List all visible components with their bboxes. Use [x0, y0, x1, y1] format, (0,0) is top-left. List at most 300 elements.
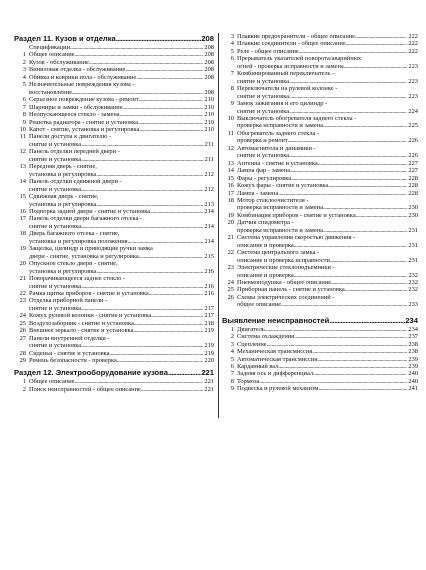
troubleshooting-heading [222, 315, 418, 326]
entry-page: 208 [204, 88, 214, 96]
entry-title: Схемы электрических соединений - [237, 293, 335, 301]
leader-dots [81, 141, 204, 148]
toc-entry [14, 312, 214, 319]
entry-number: 5 [230, 355, 234, 363]
entry-title: Панель отделки сдвижной двери - [29, 178, 122, 186]
entry-title: Отделка приборной панели - [29, 297, 108, 305]
section-11-title: Раздел 11. Кузов и отделка [14, 34, 116, 43]
entry-page: 211 [204, 140, 214, 148]
entry-page: 208 [204, 66, 214, 74]
toc-entry [222, 130, 418, 145]
entry-title: Поворачивающееся заднее стекло - [29, 275, 126, 283]
leader-dots [294, 272, 408, 279]
entry-title: установка и регулировка положения [29, 237, 128, 245]
leader-dots [331, 279, 407, 286]
entry-title: Передняя дверь - снятие, [29, 163, 97, 171]
entry-number: 13 [19, 163, 26, 171]
toc-entry [222, 145, 418, 160]
leader-dots [139, 96, 204, 103]
entry-number: 12 [227, 144, 234, 152]
entry-title: описание и проверка [237, 271, 294, 279]
entry-title: Комбинация приборов - снятие и установка [237, 211, 356, 219]
entry-page: 210 [204, 96, 214, 104]
leader-dots [278, 363, 407, 370]
toc-entry [14, 126, 214, 133]
entry-title: Дверь багажного отсека - снятие, [29, 230, 120, 238]
entry-page: 216 [204, 289, 214, 297]
entry-page: 223 [408, 62, 418, 70]
entry-number: 2 [22, 385, 26, 393]
entry-title: Плавкие соединители - общее описание [237, 40, 346, 48]
entry-page: 232 [408, 271, 418, 279]
leader-dots [278, 190, 407, 197]
toc-entry [14, 51, 214, 58]
entry-title: Механическая трансмиссия [237, 348, 313, 356]
leader-dots [291, 175, 407, 182]
entry-page: 227 [408, 167, 418, 175]
entry-number: 1 [22, 51, 26, 59]
entry-number: 5 [230, 47, 234, 55]
entry-title: Сдвижная дверь - снятие, [29, 193, 99, 201]
entry-page: 227 [408, 159, 418, 167]
entry-title: Автомагнитола и динамики - [237, 144, 316, 152]
spec-entry [14, 44, 214, 51]
entry-title: Пневмоподушка - общее описание [237, 278, 332, 286]
entry-title: снятие и установка [237, 77, 290, 85]
entry-number: 20 [227, 219, 234, 227]
entry-number: 26 [227, 293, 234, 301]
entry-number: 3 [230, 340, 234, 348]
entry-page: 230 [408, 211, 418, 219]
leader-dots [134, 320, 204, 327]
entry-number: 9 [230, 385, 234, 393]
entry-number: 10 [227, 114, 234, 122]
entry-page: 226 [408, 137, 418, 145]
leader-dots [81, 156, 204, 163]
toc-entry [14, 260, 214, 275]
leader-dots [265, 326, 408, 333]
entry-page: 212 [204, 185, 214, 193]
entry-title: Электрические стеклоподъемники - [237, 264, 335, 272]
leader-dots [120, 111, 204, 118]
toc-entry [222, 182, 418, 189]
entry-title: Сцепление [237, 340, 267, 348]
toc-right-column [222, 33, 418, 393]
entry-title: описание и проверка исправности [237, 256, 330, 264]
leader-dots [318, 160, 408, 167]
entry-title: снятие и установка [29, 155, 82, 163]
leader-dots [344, 63, 408, 70]
leader-dots [294, 242, 408, 249]
entry-title: Поиск неисправностей - общее описание [29, 385, 141, 393]
entry-page: 212 [204, 170, 214, 178]
troubleshooting-title: Выявление неисправностей [222, 315, 330, 325]
leader-dots [117, 357, 204, 364]
entry-title: снятие и установка [29, 304, 82, 312]
leader-dots [323, 204, 407, 211]
toc-entry [222, 175, 418, 182]
entry-number: 1 [230, 325, 234, 333]
toc-entry [14, 297, 214, 312]
entry-number: 14 [227, 167, 234, 175]
entry-number: 8 [230, 377, 234, 385]
toc-entry [222, 378, 418, 385]
entry-title: Лампа фар - замена [237, 167, 291, 175]
entry-title: общее описание [237, 301, 282, 309]
column-divider [218, 33, 219, 418]
entry-number: 15 [19, 193, 26, 201]
leader-dots [323, 227, 407, 234]
section-11-list [14, 51, 214, 364]
entry-number: 26 [19, 327, 26, 335]
entry-page: 208 [204, 51, 214, 59]
entry-page: 222 [408, 33, 418, 40]
entry-page: 223 [408, 92, 418, 100]
entry-page: 215 [204, 252, 214, 260]
leader-dots [89, 59, 204, 66]
entry-number: 9 [230, 100, 234, 108]
toc-entry [222, 48, 418, 55]
entry-title: снятие и установка [29, 282, 82, 290]
toc-entry [222, 264, 418, 279]
entry-title: Приборная панель - снятие и установка [237, 286, 345, 294]
entry-title: Система управления скоростью движения - [237, 234, 356, 242]
entry-title: Кожух рулевой колонки - снятие и установка [29, 312, 152, 320]
toc-entry [14, 208, 214, 215]
entry-title: Обогреватель заднего стекла - [237, 129, 320, 137]
toc-entry [222, 160, 418, 167]
leader-dots [289, 152, 407, 159]
toc-entry [14, 275, 214, 290]
toc-entry [222, 363, 418, 370]
entry-title: Общее описание [29, 378, 75, 386]
entry-page: 239 [408, 355, 418, 363]
entry-page: 214 [204, 207, 214, 215]
entry-title: Панели доступа к двигателю - [29, 133, 112, 141]
entry-number: 6 [230, 363, 234, 371]
entry-title: Датчик спидометра - [237, 219, 294, 227]
toc-entry [14, 193, 214, 208]
troubleshooting-page: 234 [405, 315, 418, 325]
leader-dots [355, 33, 407, 40]
entry-title: Комбинированный переключатель - [237, 70, 335, 78]
entry-page: 232 [408, 278, 418, 286]
leader-dots [139, 126, 203, 133]
entry-page: 228 [408, 174, 418, 182]
entry-title: снятие и установка [29, 185, 82, 193]
entry-title: Кожух фары - снятие и установка [237, 182, 329, 190]
leader-dots [138, 119, 203, 126]
leader-dots [294, 333, 407, 340]
entry-page: 231 [408, 226, 418, 234]
entry-title: Фары - регулировка [237, 174, 292, 182]
toc-entry [222, 341, 418, 348]
entry-page: 225 [408, 122, 418, 130]
leader-dots [288, 137, 408, 144]
entry-page: 213 [204, 200, 214, 208]
toc-entry [222, 190, 418, 197]
leader-dots [313, 370, 407, 377]
toc-entry [222, 385, 418, 392]
toc-entry [222, 70, 418, 85]
entry-number: 4 [22, 73, 26, 81]
leader-dots [328, 182, 407, 189]
toc-entry [222, 167, 418, 174]
leader-dots [345, 286, 408, 293]
entry-page: 233 [408, 301, 418, 309]
entry-page: 222 [408, 47, 418, 55]
entry-number: 3 [22, 66, 26, 74]
leader-dots [116, 33, 202, 44]
entry-number: 25 [227, 286, 234, 294]
leader-dots [346, 40, 408, 47]
entry-title: огней - проверка исправности и замена [237, 62, 344, 70]
leader-dots [75, 51, 204, 58]
entry-page: 211 [204, 155, 214, 163]
entry-number: 16 [19, 207, 26, 215]
toc-entry [222, 333, 418, 340]
toc-entry [14, 245, 214, 260]
entry-title: Серьезное повреждение кузова - ремонт [29, 96, 139, 104]
entry-page: 208 [204, 58, 214, 66]
entry-page: 228 [408, 182, 418, 190]
entry-number: 19 [227, 211, 234, 219]
entry-title: Кузов - обслуживание [29, 58, 89, 66]
toc-entry [14, 178, 214, 193]
entry-page: 217 [204, 304, 214, 312]
entry-page: 210 [204, 125, 214, 133]
entry-page: 226 [408, 152, 418, 160]
entry-page: 208 [204, 73, 214, 81]
entry-title: Воздухозаборник - снятие и установка [29, 319, 134, 327]
entry-title: Мотор стеклоочистителя - [237, 196, 309, 204]
entry-title: снятие и установка [29, 342, 82, 350]
entry-page: 224 [408, 107, 418, 115]
leader-dots [151, 312, 203, 319]
toc-entry [14, 111, 214, 118]
entry-number: 7 [230, 70, 234, 78]
entry-number: 23 [19, 297, 26, 305]
entry-number: 1 [22, 378, 26, 386]
entry-title: Неопускающееся стекло - замена [29, 111, 120, 119]
section-11-page: 208 [201, 34, 214, 43]
entry-page: 238 [408, 348, 418, 356]
entry-title: снятие и установка [29, 140, 82, 148]
leader-dots [96, 201, 203, 208]
entry-number: 17 [227, 189, 234, 197]
entry-number: 21 [19, 275, 26, 283]
toc-entry [222, 279, 418, 286]
leader-dots [323, 122, 407, 129]
entry-number: 24 [227, 278, 234, 286]
entry-title: двери - снятие, установка и регулировка [29, 252, 139, 260]
leader-dots [125, 66, 203, 73]
toc-entry [14, 230, 214, 245]
entry-page: 237 [408, 333, 418, 341]
entry-title: Автоматическая трансмиссия [237, 355, 318, 363]
section-12-heading [14, 367, 214, 378]
entry-number: 11 [227, 129, 234, 137]
entry-page: 214 [204, 222, 214, 230]
entry-number: 14 [19, 178, 26, 186]
entry-number: 17 [19, 215, 26, 223]
leader-dots [149, 290, 204, 297]
entry-number: 5 [22, 81, 26, 89]
entry-title: Защелка, цилиндр и приводящие ручки замка [29, 245, 153, 253]
leader-dots [281, 301, 407, 308]
entry-title: Тормоза [237, 377, 260, 385]
entry-number: 22 [227, 249, 234, 257]
toc-entry [222, 326, 418, 333]
entry-page: 223 [408, 77, 418, 85]
entry-title: Обивка и коврики пола - обслуживание [29, 73, 137, 81]
entry-number: 16 [227, 182, 234, 190]
entry-number: 27 [19, 334, 26, 342]
entry-title: Плавкие предохранители - общее описание [237, 33, 356, 40]
entry-title: снятие и установка [237, 152, 290, 160]
entry-number: 11 [19, 133, 26, 141]
entry-title: проверка исправности и замена [237, 122, 323, 130]
entry-number: 6 [230, 55, 234, 63]
leader-dots [96, 268, 203, 275]
leader-dots [318, 385, 407, 392]
entry-number: 18 [227, 196, 234, 204]
entry-title: Решетка радиатора - снятие и установка [29, 118, 139, 126]
entry-page: 228 [408, 189, 418, 197]
leader-dots [81, 342, 203, 349]
entry-title: проверка исправности и замена [237, 204, 323, 212]
entry-number: 23 [227, 264, 234, 272]
leader-dots [139, 253, 204, 260]
leader-dots [259, 378, 407, 385]
section-11-heading [14, 33, 214, 44]
toc-entry [14, 163, 214, 178]
entry-title: Выключатель обогревателя заднего стекла - [237, 114, 357, 122]
entry-title: Замок зажигания и его цилиндр - [237, 100, 328, 108]
section-12-page: 221 [201, 368, 214, 378]
entry-number: 29 [19, 357, 26, 365]
toc-entry [14, 104, 214, 111]
entry-title: Общее описание [29, 51, 75, 59]
entry-title: установка и регулировка [29, 200, 97, 208]
section-12-title: Раздел 12. Электрооборудование кузова [14, 368, 168, 378]
entry-title: Ремень безопасности - проверка [29, 357, 117, 365]
entry-title: восстановление [29, 88, 72, 96]
entry-title: Сиденья - снятие и установка [29, 349, 110, 357]
entry-number: 7 [22, 103, 26, 111]
entry-title: Опускное стекло двери - снятие, [29, 260, 118, 268]
entry-number: 24 [19, 312, 26, 320]
leader-dots [70, 44, 203, 51]
toc-entry [222, 100, 418, 115]
leader-dots [356, 212, 408, 219]
toc-entry [222, 294, 418, 309]
toc-entry [14, 386, 214, 393]
entry-number: 15 [227, 174, 234, 182]
entry-page: 232 [408, 286, 418, 294]
leader-dots [168, 367, 201, 378]
entry-number: 6 [22, 96, 26, 104]
entry-number: 3 [230, 33, 234, 40]
entry-title: Капот - снятие, установка и регулировка [29, 125, 140, 133]
entry-number: 28 [19, 349, 26, 357]
toc-entry [14, 378, 214, 385]
toc-entry [14, 66, 214, 73]
entry-number: 18 [19, 230, 26, 238]
entry-page: 221 [204, 385, 214, 393]
toc-entry [14, 327, 214, 334]
leader-dots [289, 108, 407, 115]
entry-page: 219 [204, 342, 214, 350]
entry-number: 12 [19, 148, 26, 156]
toc-entry [222, 286, 418, 293]
toc-entry [14, 133, 214, 148]
entry-title: Прерыватель указателей поворота/аварийных [237, 55, 362, 63]
entry-page: 231 [408, 241, 418, 249]
leader-dots [289, 78, 407, 85]
leader-dots [299, 48, 408, 55]
entry-page: 214 [204, 237, 214, 245]
entry-number: 22 [19, 289, 26, 297]
entry-number: 8 [22, 111, 26, 119]
toc-entry [14, 335, 214, 350]
entry-page: 210 [204, 118, 214, 126]
entry-page: 222 [408, 40, 418, 48]
entry-page: 210 [204, 111, 214, 119]
entry-title: Рамка щитка приборов - снятие и установка [29, 289, 149, 297]
toc-entry [222, 212, 418, 219]
leader-dots [81, 186, 203, 193]
toc-entry [14, 59, 214, 66]
entry-page: 219 [204, 327, 214, 335]
entry-title: Антенна - снятие и установка [237, 159, 318, 167]
entry-page: 210 [204, 103, 214, 111]
entry-page: 217 [204, 312, 214, 320]
entry-page: 234 [408, 325, 418, 333]
entry-title: Реле - общее описание [237, 47, 299, 55]
entry-title: Система охлаждения [237, 333, 295, 341]
leader-dots [81, 305, 203, 312]
entry-page: 231 [408, 256, 418, 264]
toc-entry [14, 119, 214, 126]
entry-number: 21 [227, 234, 234, 242]
entry-title: установка и регулировка [29, 267, 97, 275]
toc-entry [14, 81, 214, 96]
toc-entry [222, 356, 418, 363]
entry-title: Панели внутренней отделки - [29, 334, 110, 342]
leader-dots [141, 386, 204, 393]
entry-page: 216 [204, 267, 214, 275]
toc-entry [222, 85, 418, 100]
entry-page: 238 [408, 340, 418, 348]
leader-dots [290, 167, 407, 174]
entry-title: Двигатель [237, 325, 265, 333]
entry-number: 9 [22, 118, 26, 126]
leader-dots [312, 348, 407, 355]
entry-title: снятие и установка [29, 222, 82, 230]
toc-entry [222, 115, 418, 130]
spec-page: 208 [204, 44, 214, 51]
entry-number: 8 [230, 85, 234, 93]
entry-title: проверка и ремонт [237, 137, 288, 145]
leader-dots [109, 350, 203, 357]
toc-entry [14, 350, 214, 357]
entry-title: Шарниры и замки - обслуживание [29, 103, 123, 111]
toc-entry [222, 55, 418, 70]
entry-page: 219 [204, 349, 214, 357]
entry-title: установка и регулировка [29, 170, 97, 178]
entry-number: 19 [19, 245, 26, 253]
